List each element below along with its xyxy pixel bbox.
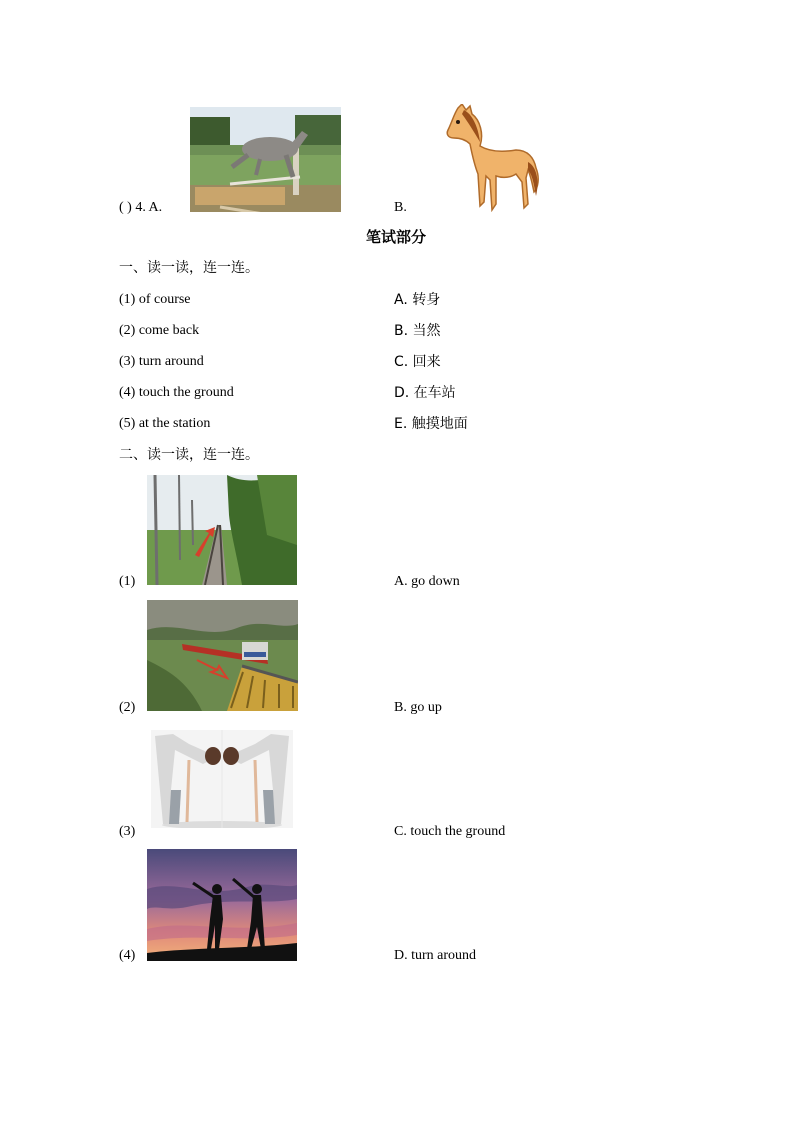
q4-number: ( ) 4. A. xyxy=(119,200,163,215)
train-on-bridge-photo xyxy=(147,600,298,711)
cartoon-horse-image xyxy=(444,104,540,212)
part1-left-item: (2) come back xyxy=(119,323,200,338)
part1-heading: 一、读一读，连一连。 xyxy=(119,260,259,276)
part1-right-item: C. 回来 xyxy=(394,354,441,370)
touch-ground-photo xyxy=(151,730,293,828)
part2-item-number: (1) xyxy=(119,574,136,589)
q4-option-b-label: B. xyxy=(394,200,407,215)
part1-left-item: (5) at the station xyxy=(119,416,211,431)
part2-item-number: (4) xyxy=(119,948,136,963)
part1-left-item: (4) touch the ground xyxy=(119,385,234,400)
railway-track-photo xyxy=(147,475,297,585)
jumping-horse-photo xyxy=(190,107,341,212)
part1-right-item: B. 当然 xyxy=(394,323,441,339)
part2-option: A. go down xyxy=(394,574,460,589)
part1-right-item: D. 在车站 xyxy=(394,385,456,401)
part2-option: B. go up xyxy=(394,700,442,715)
part2-heading: 二、读一读，连一连。 xyxy=(119,447,259,463)
part2-item-number: (3) xyxy=(119,824,136,839)
sunset-silhouette-photo xyxy=(147,849,297,961)
part2-option: D. turn around xyxy=(394,948,477,963)
section-title: 笔试部分 xyxy=(366,228,427,246)
part1-left-item: (1) of course xyxy=(119,292,191,307)
part2-option: C. touch the ground xyxy=(394,824,506,839)
part1-left-item: (3) turn around xyxy=(119,354,204,369)
part2-item-number: (2) xyxy=(119,700,136,715)
part1-right-item: E. 触摸地面 xyxy=(394,416,468,432)
part1-right-item: A. 转身 xyxy=(394,292,441,308)
